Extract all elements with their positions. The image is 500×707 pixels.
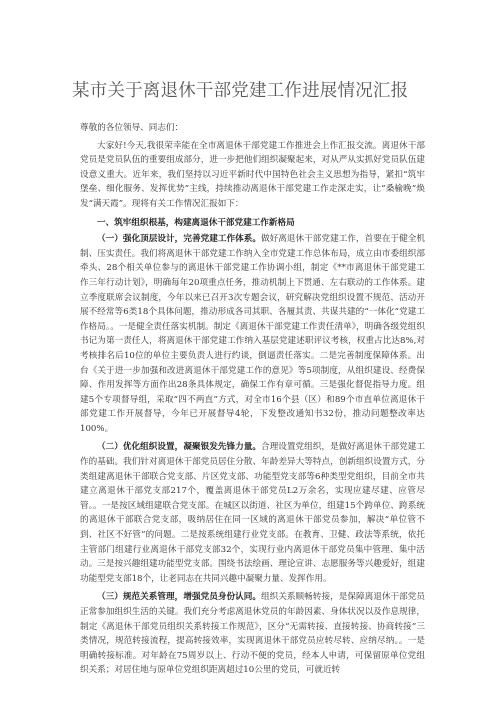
paragraph-2 — [80, 440, 425, 586]
document-title: 某市关于离退休干部党建工作进展情况汇报 — [72, 81, 409, 101]
paragraph-1-body: 做好离退休干部党建工作，首要在于健全机制、压实责任。我们将离退休干部党建工作纳入全市党建工作总体布局，成立由市委组织部牵头、28个相关单位参与的离退休干部党建工作协调小组，制定《**市离退休干部党建工作三年行动计划》，明确每年20项重点任务，推动机制上下贯通、左右联动的工作体系。建立季度联席会议制度，今年以来已召开3次专题会议，研究解决党组织设置不规范、活动开展不经常等6类18个具体问题，推动形成各司其职、各履其责、共谋共建的“一体化”党建工作格局。。一是健全责任落实机制。制定《离退休干部党建工作责任清单》，明确各级党组织书记为第一责任人，将离退休干部党建工作纳入基层党建述职评议考核，权重占比达8%,对考核排名后10位的单位主要负责人进行约谈，倒逼责任落实。二是完善制度保障体系。出台《关于进一步加强和改进离退休干部党建工作的意见》等5项制度，从组织建设、经费保障、作用发挥等方面作出28条具体规定，确保工作有章可循。三是强化督促指导力度。组建5个专项督导组，采取“四不两直”方式，对全市16个县（区）和89个市直单位离退休干部党建工作开展督导，今年已开展督导4轮，下发整改通知书32份，推动问题整改率达100%。 — [80, 234, 425, 434]
intro-paragraph: 大家好!今天,我很荣幸能在全市离退休干部党建工作推进会上作汇报交流。离退休干部党员是党员队伍的重要组成部分，进一步把他们组织凝聚起来，对从严从实抓好党员队伍建设意义重大。近年来，我们坚持以习近平新时代中国特色社会主义思想为指导，紧扣“筑牢堡垒、细化服务、发挥优势”主线，持续推动离退休干部党建工作走深走实，让“桑榆晚”焕发“满天霞”。现将有关工作情况汇报如下： — [80, 140, 425, 209]
paragraph-3-lead: （三）规范关系管理，增强党员身份认同。 — [97, 592, 262, 603]
section-heading: 一、筑牢组织根基，构建离退休干部党建工作新格局 — [97, 217, 295, 228]
paragraph-2-lead: （二）优化组织设置，凝聚银发先锋力量。 — [97, 442, 262, 453]
document-body — [80, 121, 425, 678]
paragraph-3 — [80, 590, 425, 678]
paragraph-1 — [80, 232, 425, 436]
paragraph-3-body: 组织关系顺畅转接，是保障离退休干部党员正常参加组织生活的关键。我们充分考虑离退休党员的年龄因素、身体状况以及作息规律，制定《离退休干部党员组织关系转接工作规范》，区分“无需转接、直接转接、协商转接”三类情况，规范转接流程，提高转接效率，实现离退休干部党员应转尽转、应纳尽纳。。一是明确转接标准。对年龄在75周岁以上、行动不便的党员，经本人申请，可保留原单位党组织关系；对居住地与原单位党组织距离超过10公里的党员，可就近转 — [80, 592, 425, 676]
paragraph-2-body: 合理设置党组织，是做好离退休干部党建工作的基础。我们针对离退休干部党员居住分散、年龄差异大等特点，创新组织设置方式，分类组建离退休干部联合党支部、片区党支部、功能型党支部等6种类型党组织，目前全市共建立离退休干部党支部217个，覆盖离退休干部党员L2万余名，实现应建尽建、应管尽管。。一是按区域组建联合党支部。在城区以街道、社区为单位，组建15个跨单位、跨系统的离退休干部联合党支部，吸纳居住在同一区域的离退休干部党员参加，解决“单位管不到、社区不好管”的问题。二是按系统组建行业党支部。在教育、卫健、政法等系统，依托主管部门组建行业离退休干部党支部32个，实现行业内离退休干部党员集中管理、集中活动。三是按兴趣组建功能型党支部。围绕书法绘画、理论宣讲、志愿服务等兴趣爱好，组建功能型党支部18个，让老同志在共同兴趣中凝聚力量、发挥作用。 — [80, 442, 425, 584]
salutation: 尊敬的各位领导、同志们： — [80, 123, 184, 133]
paragraph-1-lead: （一）强化顶层设计，完善党建工作体系。 — [97, 234, 262, 245]
